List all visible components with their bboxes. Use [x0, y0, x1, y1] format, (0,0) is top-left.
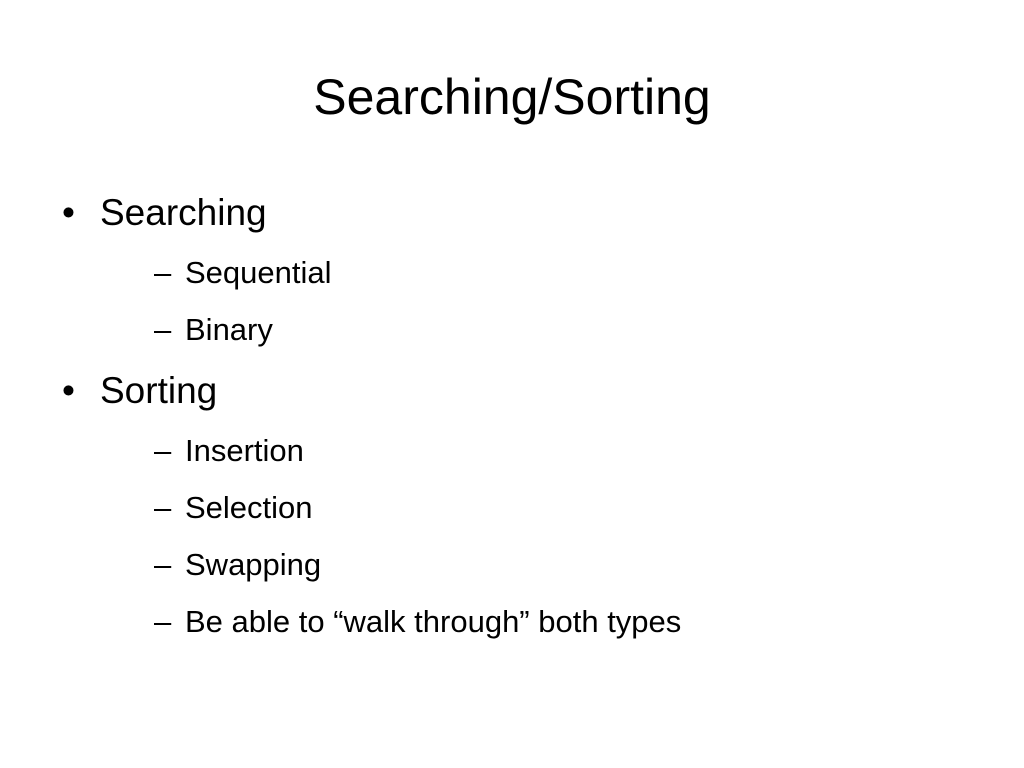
- sub-item-label: Swapping: [185, 547, 322, 582]
- dash-icon: –: [154, 312, 172, 347]
- sub-item-label: Sequential: [185, 255, 332, 290]
- sub-item-sequential: [100, 251, 980, 295]
- slide-title: Searching/Sorting: [313, 69, 711, 125]
- sub-item-label: Insertion: [185, 433, 304, 468]
- bullet-label: Searching: [100, 192, 267, 233]
- sub-item-binary: [100, 308, 980, 352]
- sub-item-label: Be able to “walk through” both types: [185, 604, 682, 639]
- dash-icon: –: [154, 604, 172, 639]
- sub-item-selection: [100, 486, 980, 530]
- bullet-list: [60, 188, 980, 650]
- sub-list: [100, 251, 980, 352]
- sub-list: [100, 429, 980, 644]
- bullet-icon: •: [62, 370, 75, 411]
- sub-item-swapping: [100, 543, 980, 587]
- bullet-label: Sorting: [100, 370, 218, 411]
- sub-item-walk-through: [100, 600, 980, 644]
- dash-icon: –: [154, 433, 172, 468]
- sub-item-insertion: [100, 429, 980, 473]
- bullet-item-sorting: [60, 366, 980, 644]
- sub-item-label: Selection: [185, 490, 313, 525]
- dash-icon: –: [154, 490, 172, 525]
- sub-item-label: Binary: [185, 312, 273, 347]
- bullet-item-searching: [60, 188, 980, 352]
- dash-icon: –: [154, 255, 172, 290]
- dash-icon: –: [154, 547, 172, 582]
- bullet-icon: •: [62, 192, 75, 233]
